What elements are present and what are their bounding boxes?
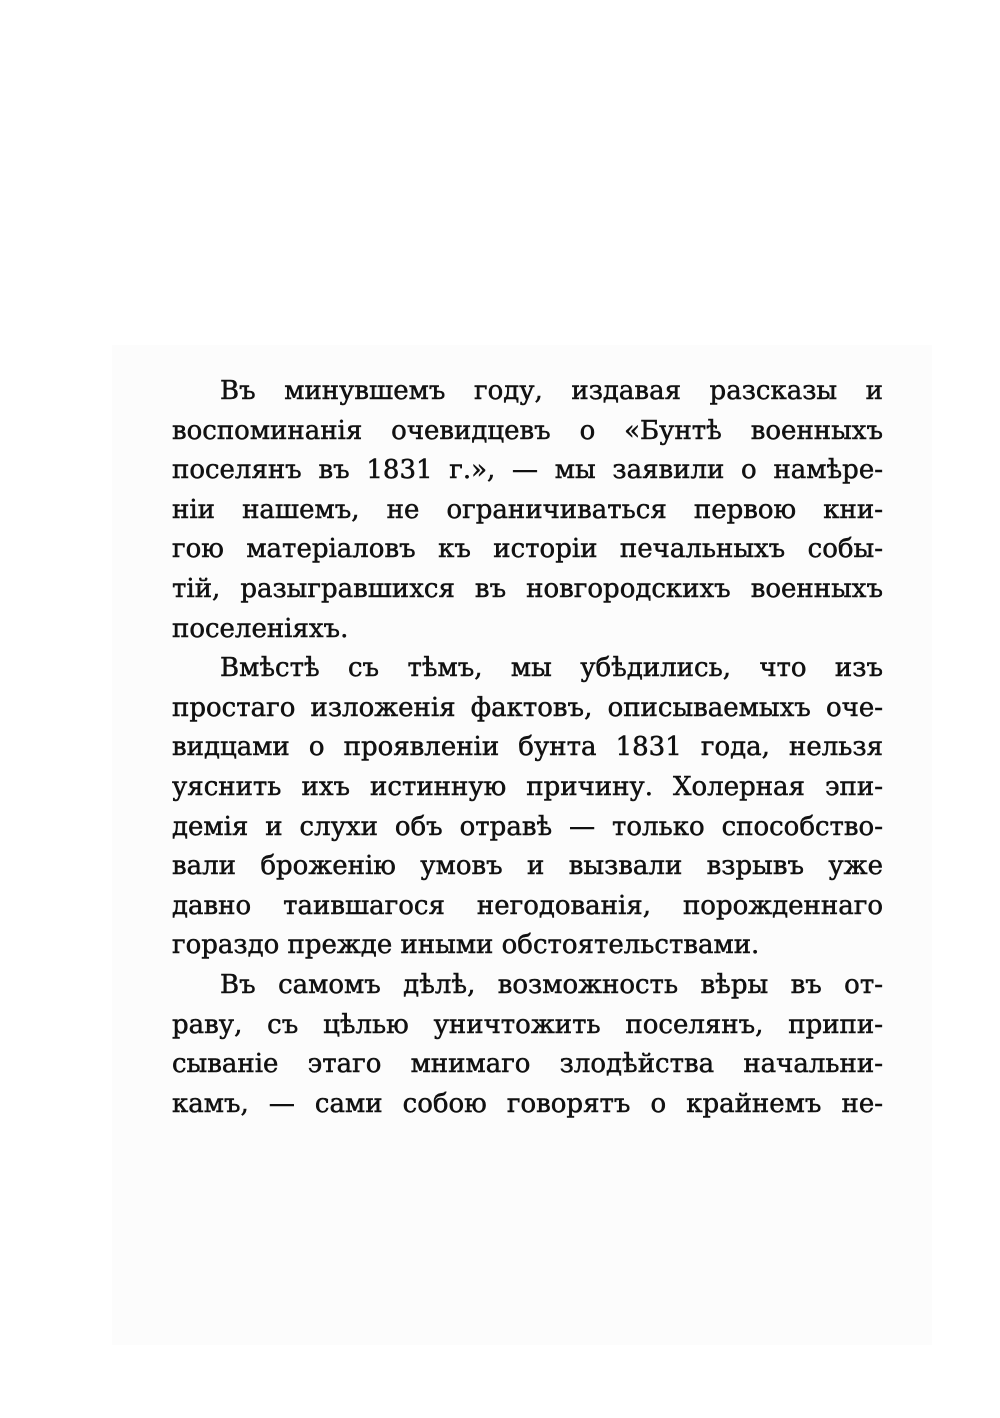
text-line: уяснить ихъ истинную причину. Холерная эпи- bbox=[172, 771, 883, 802]
text-line: гою матеріаловъ къ исторіи печальныхъ собы- bbox=[172, 534, 883, 565]
text-line: вали броженію умовъ и вызвали взрывъ уже bbox=[172, 851, 883, 882]
text-line: простаго изложенія фактовъ, описываемыхъ оче- bbox=[172, 692, 883, 723]
text-line: видцами о проявленіи бунта 1831 года, нельзя bbox=[172, 732, 883, 763]
text-line: демія и слухи объ отравѣ — только способство- bbox=[172, 811, 883, 842]
text-line: Въ минувшемъ году, издавая разсказы и bbox=[220, 376, 883, 406]
text-line: ніи нашемъ, не ограничиваться первою кни- bbox=[172, 494, 883, 525]
text-line: давно таившагося негодованія, порожденнаго bbox=[172, 890, 883, 921]
text-line: сываніе этаго мнимаго злодѣйства начальни- bbox=[172, 1049, 883, 1080]
text-line: камъ, — сами собою говорятъ о крайнемъ не- bbox=[172, 1088, 883, 1119]
text-line: тій, разыгравшихся въ новгородскихъ военныхъ bbox=[172, 573, 883, 604]
text-line: Вмѣстѣ съ тѣмъ, мы убѣдились, что изъ bbox=[220, 653, 883, 684]
text-line: поселеніяхъ. bbox=[172, 613, 349, 644]
text-line: гораздо прежде иными обстоятельствами. bbox=[172, 930, 760, 961]
text-line: раву, съ цѣлью уничтожить поселянъ, припи- bbox=[172, 1009, 883, 1040]
text-line: Въ самомъ дѣлѣ, возможность вѣры въ от- bbox=[220, 969, 883, 1000]
body-text bbox=[172, 372, 883, 1124]
text-line: воспоминанія очевидцевъ о «Бунтѣ военныхъ bbox=[172, 415, 883, 446]
text-line: поселянъ въ 1831 г.», — мы заявили о намѣре- bbox=[172, 455, 883, 486]
